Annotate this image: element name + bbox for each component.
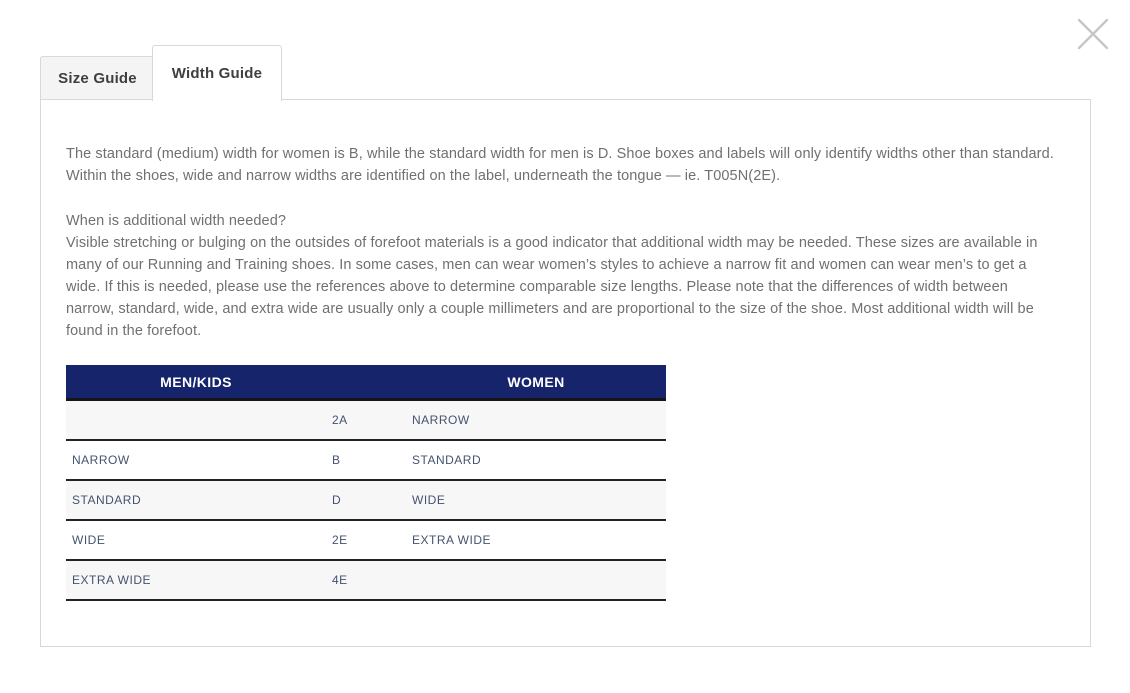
tab-bar <box>40 44 282 100</box>
table-header-row <box>66 365 666 400</box>
close-icon <box>1076 17 1110 51</box>
table-row <box>66 400 666 441</box>
close-button[interactable] <box>1072 13 1114 55</box>
table-row <box>66 480 666 520</box>
table-cell: B <box>326 440 406 480</box>
table-cell: 4E <box>326 560 406 600</box>
table-cell: 2A <box>326 400 406 441</box>
table-cell: STANDARD <box>66 480 326 520</box>
table-cell: D <box>326 480 406 520</box>
column-header <box>326 365 406 400</box>
tab-width-guide-label: Width Guide <box>171 65 263 82</box>
table-cell <box>66 400 326 441</box>
table-cell: EXTRA WIDE <box>406 520 666 560</box>
table-cell <box>406 560 666 600</box>
additional-width-paragraph <box>66 210 1054 342</box>
column-header: MEN/KIDS <box>66 365 326 400</box>
table-row <box>66 520 666 560</box>
table-cell: STANDARD <box>406 440 666 480</box>
column-header: WOMEN <box>406 365 666 400</box>
question-line: When is additional width needed? <box>66 213 287 229</box>
width-conversion-table <box>66 365 666 601</box>
intro-paragraph: The standard (medium) width for women is B, while the standard width for men is D. Shoe boxes and labels will only identify widths other than standard. Within the shoes, wide and narrow widths are identified on the label, underneath the tongue — ie. T005N(2E). <box>66 146 1054 184</box>
table-cell: NARROW <box>406 400 666 441</box>
table-cell: WIDE <box>406 480 666 520</box>
table-body <box>66 400 666 601</box>
table-row <box>66 440 666 480</box>
tab-size-guide[interactable] <box>40 56 155 100</box>
width-guide-panel <box>40 99 1091 647</box>
table-cell: WIDE <box>66 520 326 560</box>
tab-width-guide[interactable] <box>152 45 282 101</box>
tab-size-guide-label: Size Guide <box>58 69 137 87</box>
table-cell: 2E <box>326 520 406 560</box>
table-row <box>66 560 666 600</box>
table-cell: NARROW <box>66 440 326 480</box>
answer-text: Visible stretching or bulging on the outsides of forefoot materials is a good indicator that additional width may be needed. These sizes are available in many of our Running and Training shoes. In some cases, men can wear women’s styles to achieve a narrow fit and women can wear men’s to get a wide. If this is needed, please use the references above to determine comparable size lengths. Please note that the differences of width between narrow, standard, wide, and extra wide are usually only a couple millimeters and are proportional to the size of the shoe. Most additional width will be found in the forefoot. <box>66 235 1038 339</box>
table-cell: EXTRA WIDE <box>66 560 326 600</box>
